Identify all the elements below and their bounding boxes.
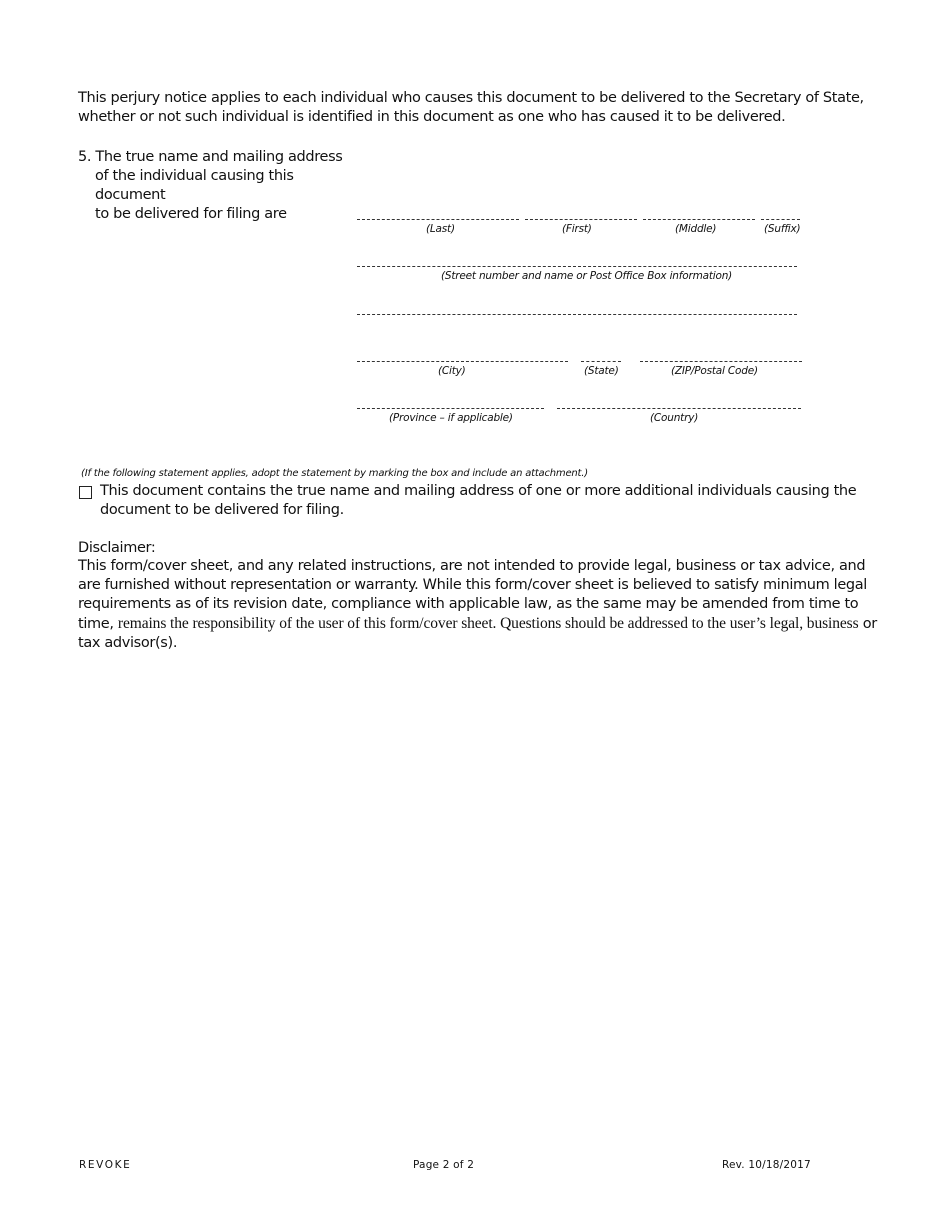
last-label: (Last) <box>426 223 455 235</box>
state-label: (State) <box>584 365 619 377</box>
item-5-line-1: 5. The true name and mailing address <box>78 149 343 165</box>
province-field[interactable] <box>357 408 544 409</box>
additional-individuals-statement <box>100 482 860 520</box>
item-5-line-3: to be delivered for filing are <box>95 206 287 222</box>
first-name-field[interactable] <box>525 219 637 220</box>
statement-line-2: document to be delivered for filing. <box>100 502 344 518</box>
country-field[interactable] <box>557 408 801 409</box>
disclaimer-heading: Disclaimer: <box>78 540 156 556</box>
attachment-note: (If the following statement applies, adopt the statement by marking the box and include an attachment.) <box>81 468 588 479</box>
zip-field[interactable] <box>640 361 802 362</box>
last-name-field[interactable] <box>357 219 519 220</box>
statement-line-1: This document contains the true name and mailing address of one or more additional individuals causing the <box>100 483 857 499</box>
city-field[interactable] <box>357 361 568 362</box>
suffix-field[interactable] <box>761 219 800 220</box>
disclaimer-part-3: or tax advisor(s). <box>78 616 877 651</box>
middle-name-field[interactable] <box>643 219 755 220</box>
first-label: (First) <box>562 223 592 235</box>
zip-label: (ZIP/Postal Code) <box>671 365 758 377</box>
disclaimer-part-1: This form/cover sheet, and any related instructions, are not intended to provide legal, business or tax advice, and are furnished without representation or warranty. While this form/cover sheet is believed to satisfy minimum legal requirements as of its revision date, compliance with applicable law, as the same may be amended from time to time, <box>78 558 867 632</box>
disclaimer-part-2: remains the responsibility of the user of this form/cover sheet. Questions should be addressed to the user’s legal, business <box>117 615 859 632</box>
state-field[interactable] <box>581 361 621 362</box>
footer-form-name: REVOKE <box>79 1159 132 1171</box>
footer-page-number: Page 2 of 2 <box>413 1159 475 1171</box>
item-5-label <box>78 148 368 224</box>
province-label: (Province – if applicable) <box>389 412 513 424</box>
street-field[interactable] <box>357 266 797 267</box>
city-label: (City) <box>438 365 466 377</box>
disclaimer-text <box>78 557 878 653</box>
street-field-2[interactable] <box>357 314 797 315</box>
footer-revision: Rev. 10/18/2017 <box>722 1159 811 1171</box>
country-label: (Country) <box>650 412 699 424</box>
additional-individuals-checkbox[interactable] <box>79 486 92 499</box>
street-label: (Street number and name or Post Office Box information) <box>441 270 733 282</box>
item-5-line-2: of the individual causing this document <box>95 168 294 203</box>
perjury-notice: This perjury notice applies to each individual who causes this document to be delivered to the Secretary of State, whether or not such individual is identified in this document as one who has caused it to be delivered. <box>78 90 864 125</box>
suffix-label: (Suffix) <box>764 223 801 235</box>
middle-label: (Middle) <box>675 223 717 235</box>
